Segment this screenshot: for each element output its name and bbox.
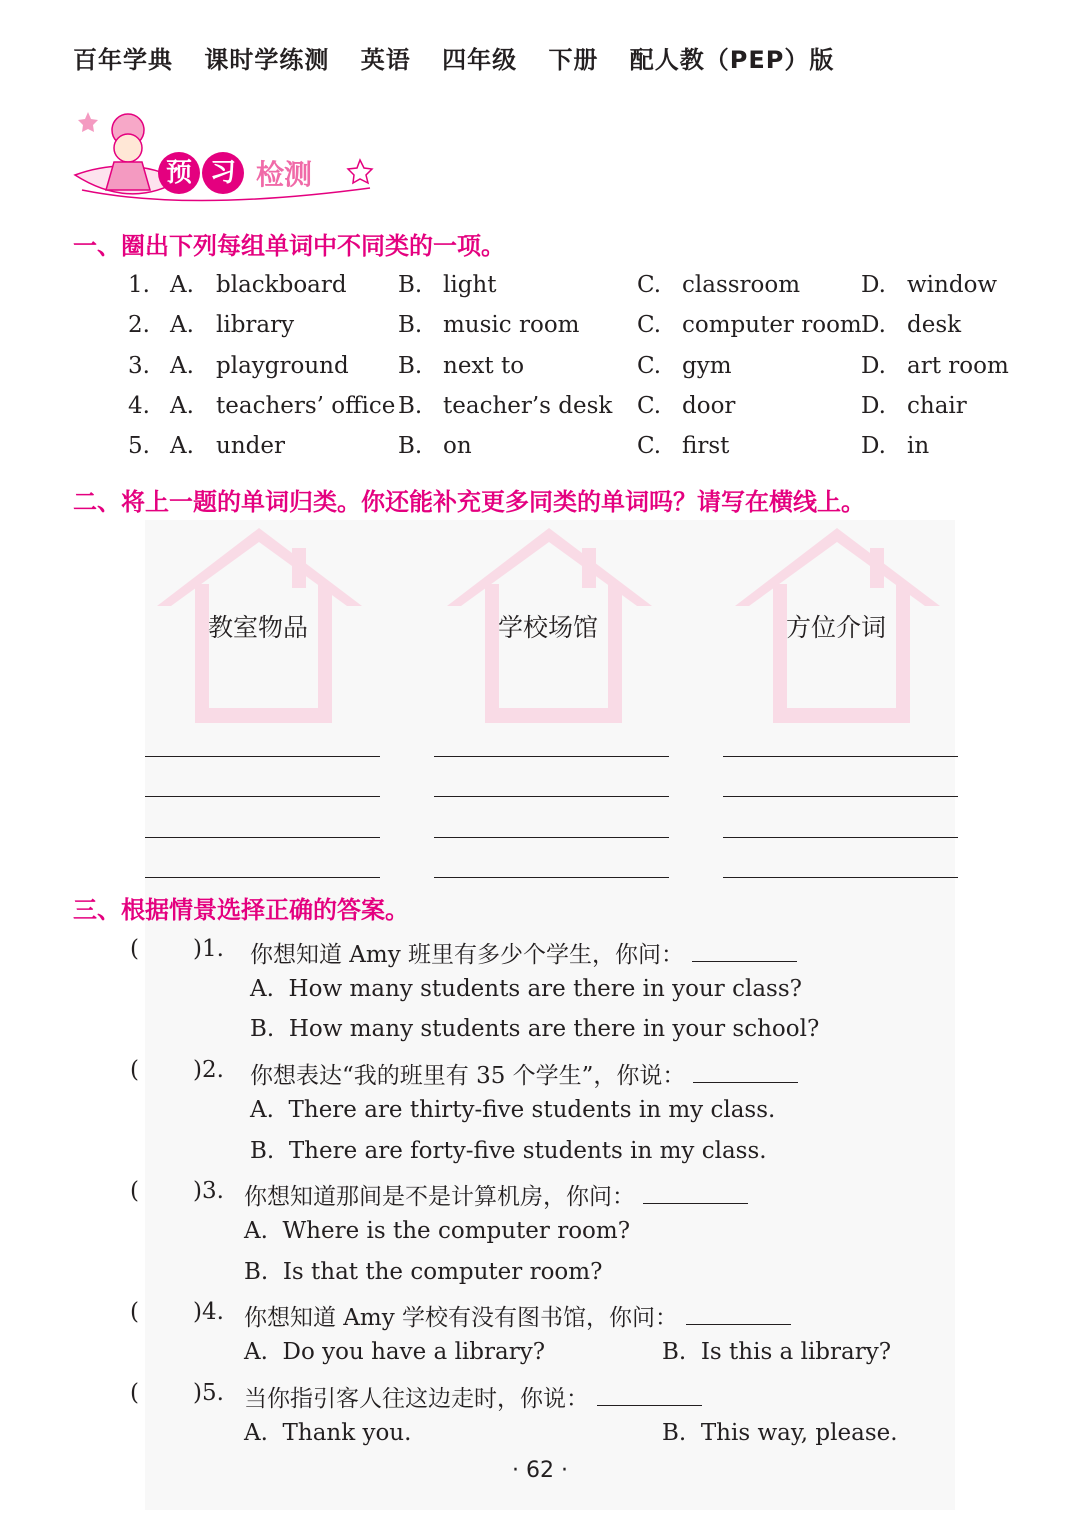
answer-line[interactable]: [723, 837, 958, 838]
option-letter: A.: [170, 393, 194, 419]
option-letter: B.: [398, 433, 423, 459]
option-letter: C.: [637, 393, 662, 419]
prompt-text: 你想表达“我的班里有 35 个学生”，你说：: [250, 1063, 686, 1089]
answer-blank[interactable]: [693, 1082, 798, 1083]
question-number: 5.: [128, 433, 150, 459]
question-number: 4.: [128, 393, 150, 419]
question-prompt: [244, 1380, 702, 1413]
answer-option: A. There are thirty-five students in my class.: [250, 1097, 776, 1123]
question-number: 3.: [128, 353, 150, 379]
option-word: music room: [443, 312, 580, 338]
answer-option: B. This way, please.: [662, 1420, 898, 1446]
option-letter: A.: [170, 272, 194, 298]
option-word: next to: [443, 353, 525, 379]
answer-line[interactable]: [434, 837, 669, 838]
question-prompt: [244, 1299, 791, 1332]
header-edition: 配人教（PEP）版: [629, 46, 835, 74]
answer-line[interactable]: [434, 796, 669, 797]
banner-char-1: 预: [158, 152, 200, 194]
option-word: light: [443, 272, 497, 298]
option-letter: C.: [637, 353, 662, 379]
option-word: in: [907, 433, 930, 459]
question-number: )3.: [193, 1178, 224, 1204]
question-prompt: [244, 1178, 748, 1211]
category-school-places: 学校场馆: [498, 613, 599, 642]
answer-line[interactable]: [145, 877, 380, 878]
option-word: blackboard: [216, 272, 347, 298]
answer-line[interactable]: [723, 877, 958, 878]
option-letter: A.: [170, 312, 194, 338]
option-word: teachers’ office: [216, 393, 396, 419]
question-number: 1.: [128, 272, 150, 298]
banner-char-2: 习: [202, 152, 244, 194]
option-letter: D.: [861, 272, 886, 298]
banner-char-3-4: 检测: [256, 158, 313, 191]
option-letter: C.: [637, 272, 662, 298]
option-word: playground: [216, 353, 349, 379]
option-word: desk: [907, 312, 962, 338]
option-letter: A.: [170, 353, 194, 379]
answer-blank[interactable]: [643, 1203, 748, 1204]
option-word: art room: [907, 353, 1009, 379]
header-subject: 英语: [360, 46, 411, 74]
category-classroom-objects: 教室物品: [208, 613, 309, 642]
question-prompt: [250, 936, 797, 969]
answer-blank[interactable]: [597, 1405, 702, 1406]
header-series: 百年学典: [73, 46, 173, 74]
prompt-text: 你想知道那间是不是计算机房，你问：: [244, 1184, 635, 1210]
answer-line[interactable]: [723, 796, 958, 797]
answer-paren-open[interactable]: (: [130, 1057, 139, 1083]
question-prompt: [250, 1057, 798, 1090]
option-letter: D.: [861, 393, 886, 419]
answer-line[interactable]: [145, 796, 380, 797]
section3-title: 三、根据情景选择正确的答案。: [73, 896, 409, 924]
option-letter: A.: [170, 433, 194, 459]
answer-paren-open[interactable]: (: [130, 936, 139, 962]
question-number: )4.: [193, 1299, 224, 1325]
prompt-text: 当你指引客人往这边走时，你说：: [244, 1386, 589, 1412]
option-word: chair: [907, 393, 967, 419]
option-letter: D.: [861, 312, 886, 338]
question-number: )1.: [193, 936, 224, 962]
option-word: on: [443, 433, 472, 459]
option-word: classroom: [682, 272, 801, 298]
option-letter: D.: [861, 433, 886, 459]
book-header: [73, 40, 856, 75]
answer-option: A. Where is the computer room?: [244, 1218, 631, 1244]
option-letter: B.: [398, 353, 423, 379]
answer-line[interactable]: [723, 756, 958, 757]
banner-title: [158, 152, 312, 194]
question-number: )2.: [193, 1057, 224, 1083]
answer-blank[interactable]: [692, 961, 797, 962]
option-word: door: [682, 393, 736, 419]
option-word: window: [907, 272, 998, 298]
answer-line[interactable]: [434, 756, 669, 757]
option-letter: B.: [398, 393, 423, 419]
preview-banner: [70, 100, 390, 210]
header-book: 课时学练测: [204, 46, 330, 74]
answer-option: B. There are forty-five students in my class.: [250, 1138, 767, 1164]
section2-title: 二、将上一题的单词归类。你还能补充更多同类的单词吗？请写在横线上。: [73, 488, 865, 516]
answer-option: B. Is that the computer room?: [244, 1259, 603, 1285]
header-volume: 下册: [548, 46, 599, 74]
answer-blank[interactable]: [686, 1324, 791, 1325]
option-word: gym: [682, 353, 732, 379]
prompt-text: 你想知道 Amy 班里有多少个学生，你问：: [250, 942, 685, 968]
option-word: under: [216, 433, 285, 459]
page-number: · 62 ·: [512, 1458, 568, 1483]
option-letter: D.: [861, 353, 886, 379]
option-letter: B.: [398, 312, 423, 338]
question-number: )5.: [193, 1380, 224, 1406]
option-letter: B.: [398, 272, 423, 298]
answer-option: A. Do you have a library?: [244, 1339, 546, 1365]
answer-paren-open[interactable]: (: [130, 1299, 139, 1325]
header-grade: 四年级: [442, 46, 518, 74]
answer-line[interactable]: [145, 837, 380, 838]
answer-line[interactable]: [434, 877, 669, 878]
option-word: library: [216, 312, 295, 338]
option-letter: C.: [637, 312, 662, 338]
section1-title: 一、圈出下列每组单词中不同类的一项。: [73, 232, 505, 260]
option-letter: C.: [637, 433, 662, 459]
answer-option: B. How many students are there in your school?: [250, 1016, 820, 1042]
option-word: computer room: [682, 312, 862, 338]
option-word: first: [682, 433, 730, 459]
answer-option: A. How many students are there in your class?: [250, 976, 802, 1002]
answer-paren-open[interactable]: (: [130, 1380, 139, 1406]
question-number: 2.: [128, 312, 150, 338]
answer-line[interactable]: [145, 756, 380, 757]
prompt-text: 你想知道 Amy 学校有没有图书馆，你问：: [244, 1305, 679, 1331]
answer-paren-open[interactable]: (: [130, 1178, 139, 1204]
category-prepositions: 方位介词: [786, 613, 887, 642]
answer-option: A. Thank you.: [244, 1420, 412, 1446]
option-word: teacher’s desk: [443, 393, 613, 419]
answer-option: B. Is this a library?: [662, 1339, 892, 1365]
